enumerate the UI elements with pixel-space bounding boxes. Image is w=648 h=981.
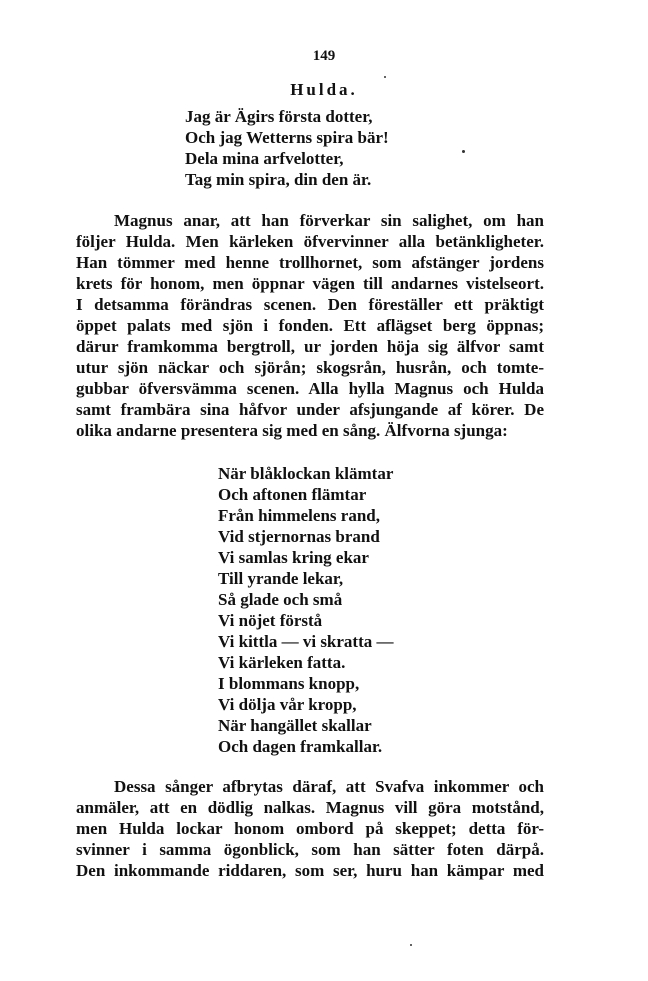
verse-line: Och aftonen flämtar: [218, 485, 367, 504]
verse-line: Vid stjernornas brand: [218, 527, 380, 546]
verse-line: I blommans knopp,: [218, 674, 360, 693]
verse-song-alfvorna: [218, 463, 394, 757]
prose-line: öppet palats med sjön i fonden. Ett aflägset berg öppnas;: [76, 316, 544, 335]
verse-line: Jag är Ägirs första dotter,: [185, 107, 373, 126]
verse-stanza-hulda: [185, 106, 389, 190]
verse-line: Och jag Wetterns spira bär!: [185, 128, 389, 147]
prose-line: Han tömmer med henne trollhornet, som afstänger jordens: [76, 253, 544, 272]
prose-line: gubbar öfversvämma scenen. Alla hylla Magnus och Hulda: [76, 379, 544, 398]
verse-line: Vi samlas kring ekar: [218, 548, 369, 567]
print-speck: [384, 76, 386, 78]
prose-line: I detsamma förändras scenen. Den föreställer ett präktigt: [76, 295, 544, 314]
prose-line: men Hulda lockar honom ombord på skeppet; detta för-: [76, 819, 544, 838]
prose-line: Dessa sånger afbrytas däraf, att Svafva inkommer och: [114, 777, 544, 796]
prose-paragraph-1: [76, 210, 544, 441]
print-speck: [462, 150, 465, 153]
verse-line: Vi nöjet förstå: [218, 611, 323, 630]
verse-line: Vi kärleken fatta.: [218, 653, 346, 672]
prose-line: därur framkomma bergtroll, ur jorden höja sig älfvor samt: [76, 337, 544, 356]
prose-paragraph-2: [76, 776, 544, 881]
verse-line: Vi dölja vår kropp,: [218, 695, 357, 714]
prose-line: Den inkommande riddaren, som ser, huru han kämpar med: [76, 861, 544, 880]
verse-line: Och dagen framkallar.: [218, 737, 383, 756]
verse-line: Så glade och små: [218, 590, 343, 609]
prose-line: utur sjön näckar och sjörån; skogsrån, husrån, och tomte-: [76, 358, 544, 377]
verse-line: Till yrande lekar,: [218, 569, 344, 588]
verse-line: Tag min spira, din den är.: [185, 170, 372, 189]
prose-line: samt frambära sina håfvor under afsjungande af körer. De: [76, 400, 544, 419]
prose-line: Magnus anar, att han förverkar sin salighet, om han: [114, 211, 544, 230]
verse-line: Från himmelens rand,: [218, 506, 380, 525]
page-number: 149: [312, 48, 336, 64]
prose-line: krets för honom, men öppnar vägen till andarnes vistelseort.: [76, 274, 544, 293]
verse-line: Dela mina arfvelotter,: [185, 149, 344, 168]
verse-line: Vi kittla — vi skratta —: [218, 632, 394, 651]
prose-line: svinner i samma ögonblick, som han sätter foten därpå.: [76, 840, 544, 859]
speaker-heading: Hulda.: [290, 80, 358, 99]
verse-line: När blåklockan klämtar: [218, 464, 394, 483]
prose-line: följer Hulda. Men kärleken öfvervinner alla betänkligheter.: [76, 232, 544, 251]
prose-line: anmäler, att en dödlig nalkas. Magnus vill göra motstånd,: [76, 798, 544, 817]
print-speck: [410, 944, 412, 946]
prose-line: olika andarne presentera sig med en sång. Älfvorna sjunga:: [76, 421, 508, 440]
verse-line: När hangället skallar: [218, 716, 372, 735]
